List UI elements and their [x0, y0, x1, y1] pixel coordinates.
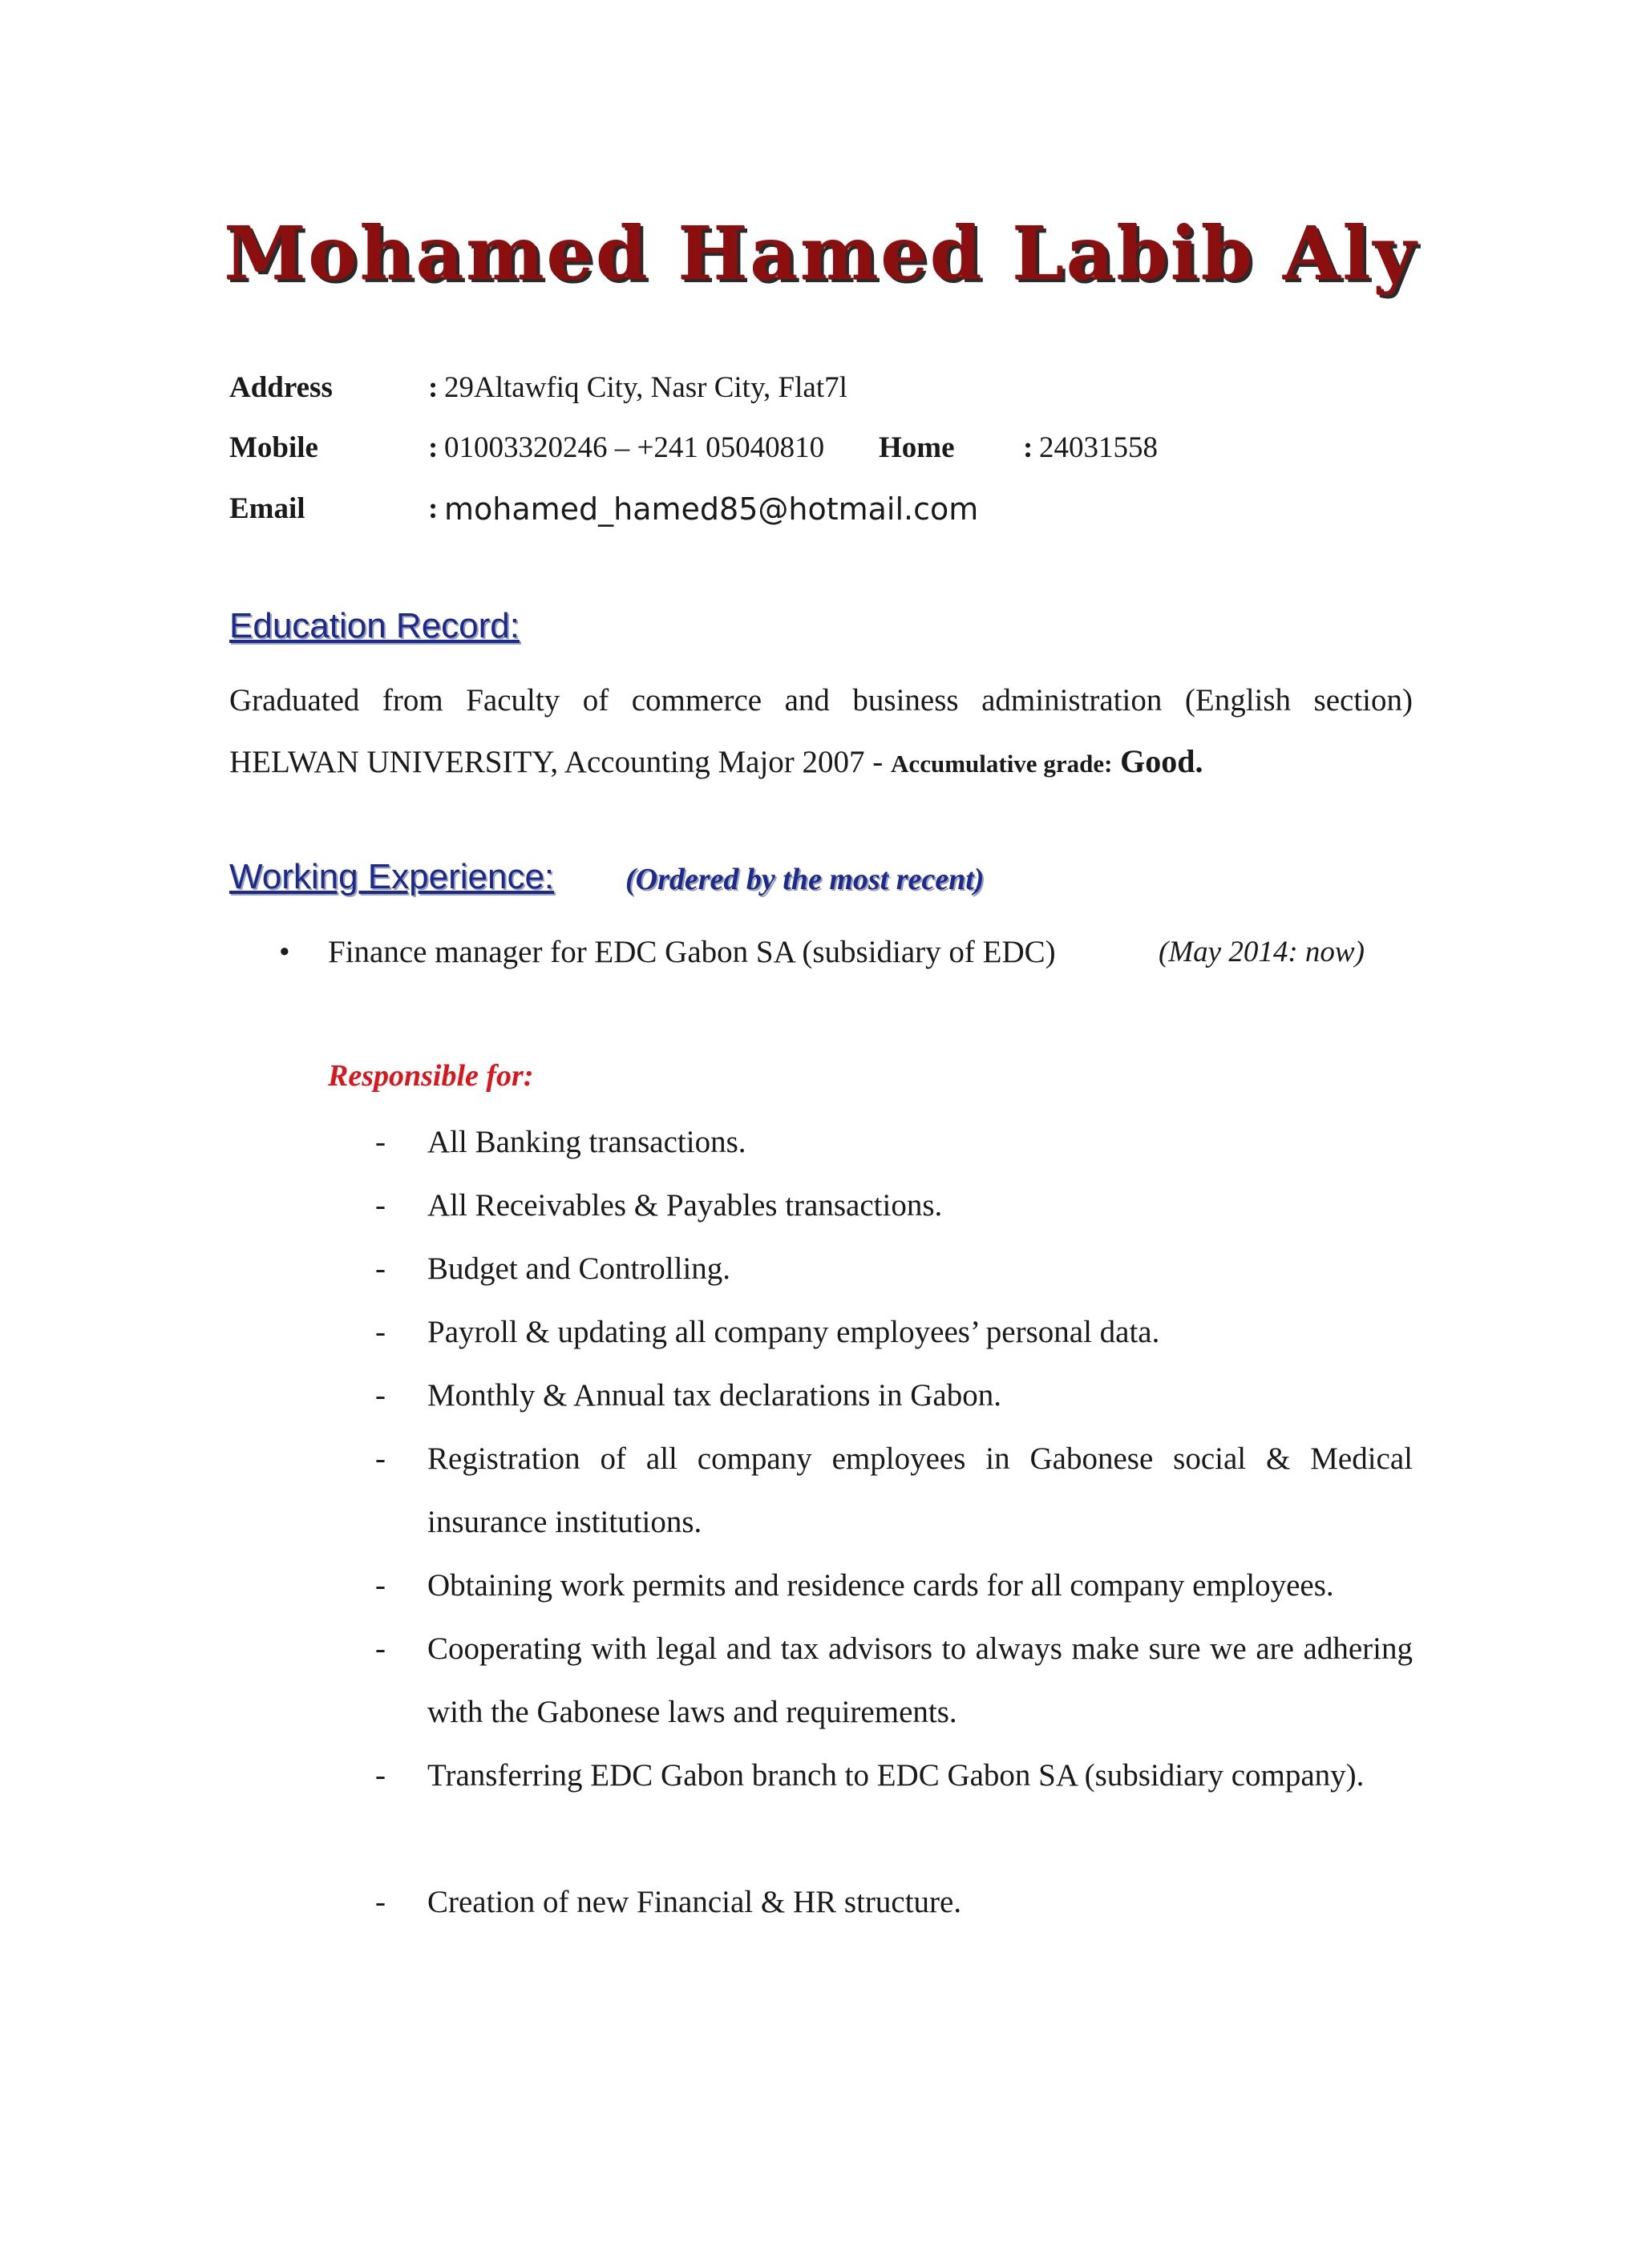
experience-heading: Working Experience:	[229, 857, 555, 896]
job-period: (May 2014: now)	[1159, 936, 1365, 968]
colon: :	[1023, 431, 1033, 464]
dash-marker: -	[375, 1378, 386, 1413]
duty-item	[375, 1617, 1413, 1744]
dash-marker: -	[375, 1441, 386, 1476]
duty-text: Obtaining work permits and residence cards for all company employees.	[427, 1568, 1334, 1603]
mobile-value: 01003320246 – +241 05040810	[444, 431, 825, 464]
duty-item	[375, 1427, 1413, 1554]
duty-item	[375, 1237, 1413, 1300]
duty-item	[375, 1554, 1413, 1617]
dash-marker: -	[375, 1568, 386, 1603]
duty-text: Monthly & Annual tax declarations in Gabon.	[427, 1378, 1001, 1413]
colon: :	[428, 492, 439, 525]
duty-item	[375, 1744, 1413, 1807]
duty-text: Cooperating with legal and tax advisors to always make sure we are adhering with the Gabonese laws and requirements.	[427, 1631, 1413, 1729]
address-label: Address	[229, 371, 333, 404]
grade-value: Good.	[1120, 743, 1203, 779]
dash-marker: -	[375, 1315, 386, 1349]
duty-item	[375, 1110, 1413, 1174]
bullet-icon: •	[279, 935, 290, 969]
duty-text: All Banking transactions.	[427, 1125, 746, 1159]
candidate-name: Mohamed Hamed Labib Aly	[224, 210, 1418, 297]
colon: :	[428, 371, 439, 404]
duty-text: Transferring EDC Gabon branch to EDC Gabon SA (subsidiary company).	[427, 1758, 1365, 1793]
dash-marker: -	[375, 1188, 386, 1223]
duty-item	[375, 1300, 1413, 1364]
education-text	[229, 670, 1413, 794]
email-value: mohamed_hamed85@hotmail.com	[444, 491, 979, 527]
duty-item	[375, 1174, 1413, 1237]
duty-item	[375, 1364, 1413, 1427]
education-description: Graduated from Faculty of commerce and business administration (English section) HELWAN UNIVERSITY, Accounting Major 2007 -	[229, 683, 1413, 779]
duty-text: Creation of new Financial & HR structure.	[427, 1885, 962, 1919]
email-label: Email	[229, 492, 305, 525]
mobile-label: Mobile	[229, 431, 318, 464]
dash-marker: -	[375, 1125, 386, 1159]
duty-text: Registration of all company employees in Gabonese social & Medical insurance institutions.	[427, 1441, 1413, 1539]
address-value: 29Altawfiq City, Nasr City, Flat7l	[444, 371, 847, 404]
duty-item	[375, 1870, 1413, 1934]
dash-marker: -	[375, 1251, 386, 1286]
education-heading: Education Record:	[229, 606, 520, 645]
duty-text: Budget and Controlling.	[427, 1251, 731, 1286]
duty-text: Payroll & updating all company employees’ personal data.	[427, 1315, 1160, 1349]
dash-marker: -	[375, 1885, 386, 1919]
job-title: Finance manager for EDC Gabon SA (subsidiary of EDC)	[328, 935, 1056, 969]
colon: :	[428, 431, 439, 464]
duty-text: All Receivables & Payables transactions.	[427, 1188, 943, 1223]
responsible-for-label: Responsible for:	[328, 1059, 534, 1093]
grade-label: Accumulative grade:	[891, 750, 1113, 778]
home-label: Home	[879, 431, 955, 464]
dash-marker: -	[375, 1758, 386, 1793]
home-value: 24031558	[1039, 431, 1158, 464]
dash-marker: -	[375, 1631, 386, 1666]
experience-order-note: (Ordered by the most recent)	[625, 863, 985, 896]
